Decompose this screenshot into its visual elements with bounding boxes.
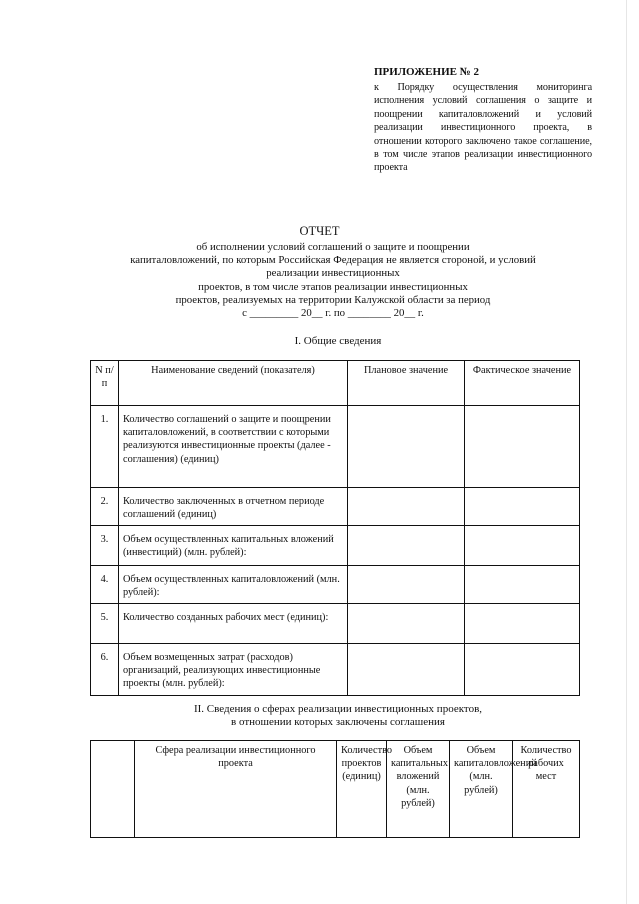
table-row bbox=[91, 526, 580, 566]
col-header-blank bbox=[91, 741, 135, 838]
col-header-jobs: Количество рабочих мест bbox=[513, 741, 580, 838]
row-number: 6. bbox=[91, 644, 119, 696]
table-header-row bbox=[91, 741, 580, 838]
col-header-plan: Плановое значение bbox=[348, 361, 465, 406]
row-name: Объем осуществленных капиталовложений (млн. рублей): bbox=[119, 566, 348, 604]
row-name: Количество созданных рабочих мест (единиц): bbox=[119, 604, 348, 644]
plan-value-cell[interactable] bbox=[348, 644, 465, 696]
report-line: об исполнении условий соглашений о защите и поощрении bbox=[196, 241, 470, 253]
report-subtitle bbox=[100, 241, 566, 320]
report-line: реализации инвестиционных bbox=[266, 267, 400, 280]
report-line: проектов, реализуемых на территории Калужской области за период bbox=[175, 293, 491, 306]
appendix-title: ПРИЛОЖЕНИЕ № 2 bbox=[374, 66, 480, 78]
col-header-number: N п/п bbox=[91, 361, 119, 406]
col-header-sphere: Сфера реализации инвестиционного проекта bbox=[135, 741, 337, 838]
fact-value-cell[interactable] bbox=[465, 604, 580, 644]
fact-value-cell[interactable] bbox=[465, 644, 580, 696]
table-row bbox=[91, 644, 580, 696]
row-number: 3. bbox=[91, 526, 119, 566]
row-number: 2. bbox=[91, 488, 119, 526]
col-header-project-count: Количество проектов (единиц) bbox=[337, 741, 387, 838]
fact-value-cell[interactable] bbox=[465, 406, 580, 488]
row-name: Объем осуществленных капитальных вложений (инвестиций) (млн. рублей): bbox=[119, 526, 348, 566]
row-name: Количество заключенных в отчетном периоде соглашений (единиц) bbox=[119, 488, 348, 526]
table-row bbox=[91, 488, 580, 526]
table-header-row bbox=[91, 361, 580, 406]
col-header-name: Наименование сведений (показателя) bbox=[119, 361, 348, 406]
report-line: проектов, в том числе этапов реализации инвестиционных bbox=[198, 280, 468, 293]
plan-value-cell[interactable] bbox=[348, 488, 465, 526]
plan-value-cell[interactable] bbox=[348, 526, 465, 566]
fact-value-cell[interactable] bbox=[465, 526, 580, 566]
section2-title bbox=[0, 703, 639, 730]
table-row bbox=[91, 604, 580, 644]
row-name: Объем возмещенных затрат (расходов) организаций, реализующих инвестиционные проекты (млн. рублей): bbox=[119, 644, 348, 696]
plan-value-cell[interactable] bbox=[348, 406, 465, 488]
section2-title-line: II. Сведения о сферах реализации инвестиционных проектов, bbox=[193, 703, 483, 715]
appendix-text: к Порядку осуществления мониторинга исполнения условий соглашения о защите и поощрении капиталовложений и условий реализации инвестиционного проекта, в отношении которого заключено такое соглашение, в том числе этапов реализации инвестиционного проекта bbox=[374, 82, 592, 174]
fact-value-cell[interactable] bbox=[465, 566, 580, 604]
row-name: Количество соглашений о защите и поощрении капиталовложений, в соответствии с которыми реализуются инвестиционные проекты (далее - соглашения) (единиц) bbox=[119, 406, 348, 488]
row-number: 5. bbox=[91, 604, 119, 644]
row-number: 1. bbox=[91, 406, 119, 488]
col-header-fact: Фактическое значение bbox=[465, 361, 580, 406]
report-period-line: с _________ 20__ г. по ________ 20__ г. bbox=[242, 307, 424, 320]
plan-value-cell[interactable] bbox=[348, 566, 465, 604]
plan-value-cell[interactable] bbox=[348, 604, 465, 644]
fact-value-cell[interactable] bbox=[465, 488, 580, 526]
section1-title: I. Общие сведения bbox=[294, 335, 382, 347]
row-number: 4. bbox=[91, 566, 119, 604]
col-header-capital-investments: Объем капитальных вложений (млн. рублей) bbox=[387, 741, 450, 838]
col-header-capital-volume: Объем капиталовложений (млн. рублей) bbox=[450, 741, 513, 838]
report-title: ОТЧЕТ bbox=[299, 224, 340, 238]
table-row bbox=[91, 406, 580, 488]
spheres-table bbox=[90, 740, 580, 838]
table-row bbox=[91, 566, 580, 604]
report-line: капиталовложений, по которым Российская Федерация не является стороной, и условий bbox=[130, 254, 536, 267]
section2-title-line: в отношении которых заключены соглашения bbox=[231, 716, 445, 729]
scan-edge bbox=[626, 0, 627, 904]
general-info-table bbox=[90, 360, 580, 696]
